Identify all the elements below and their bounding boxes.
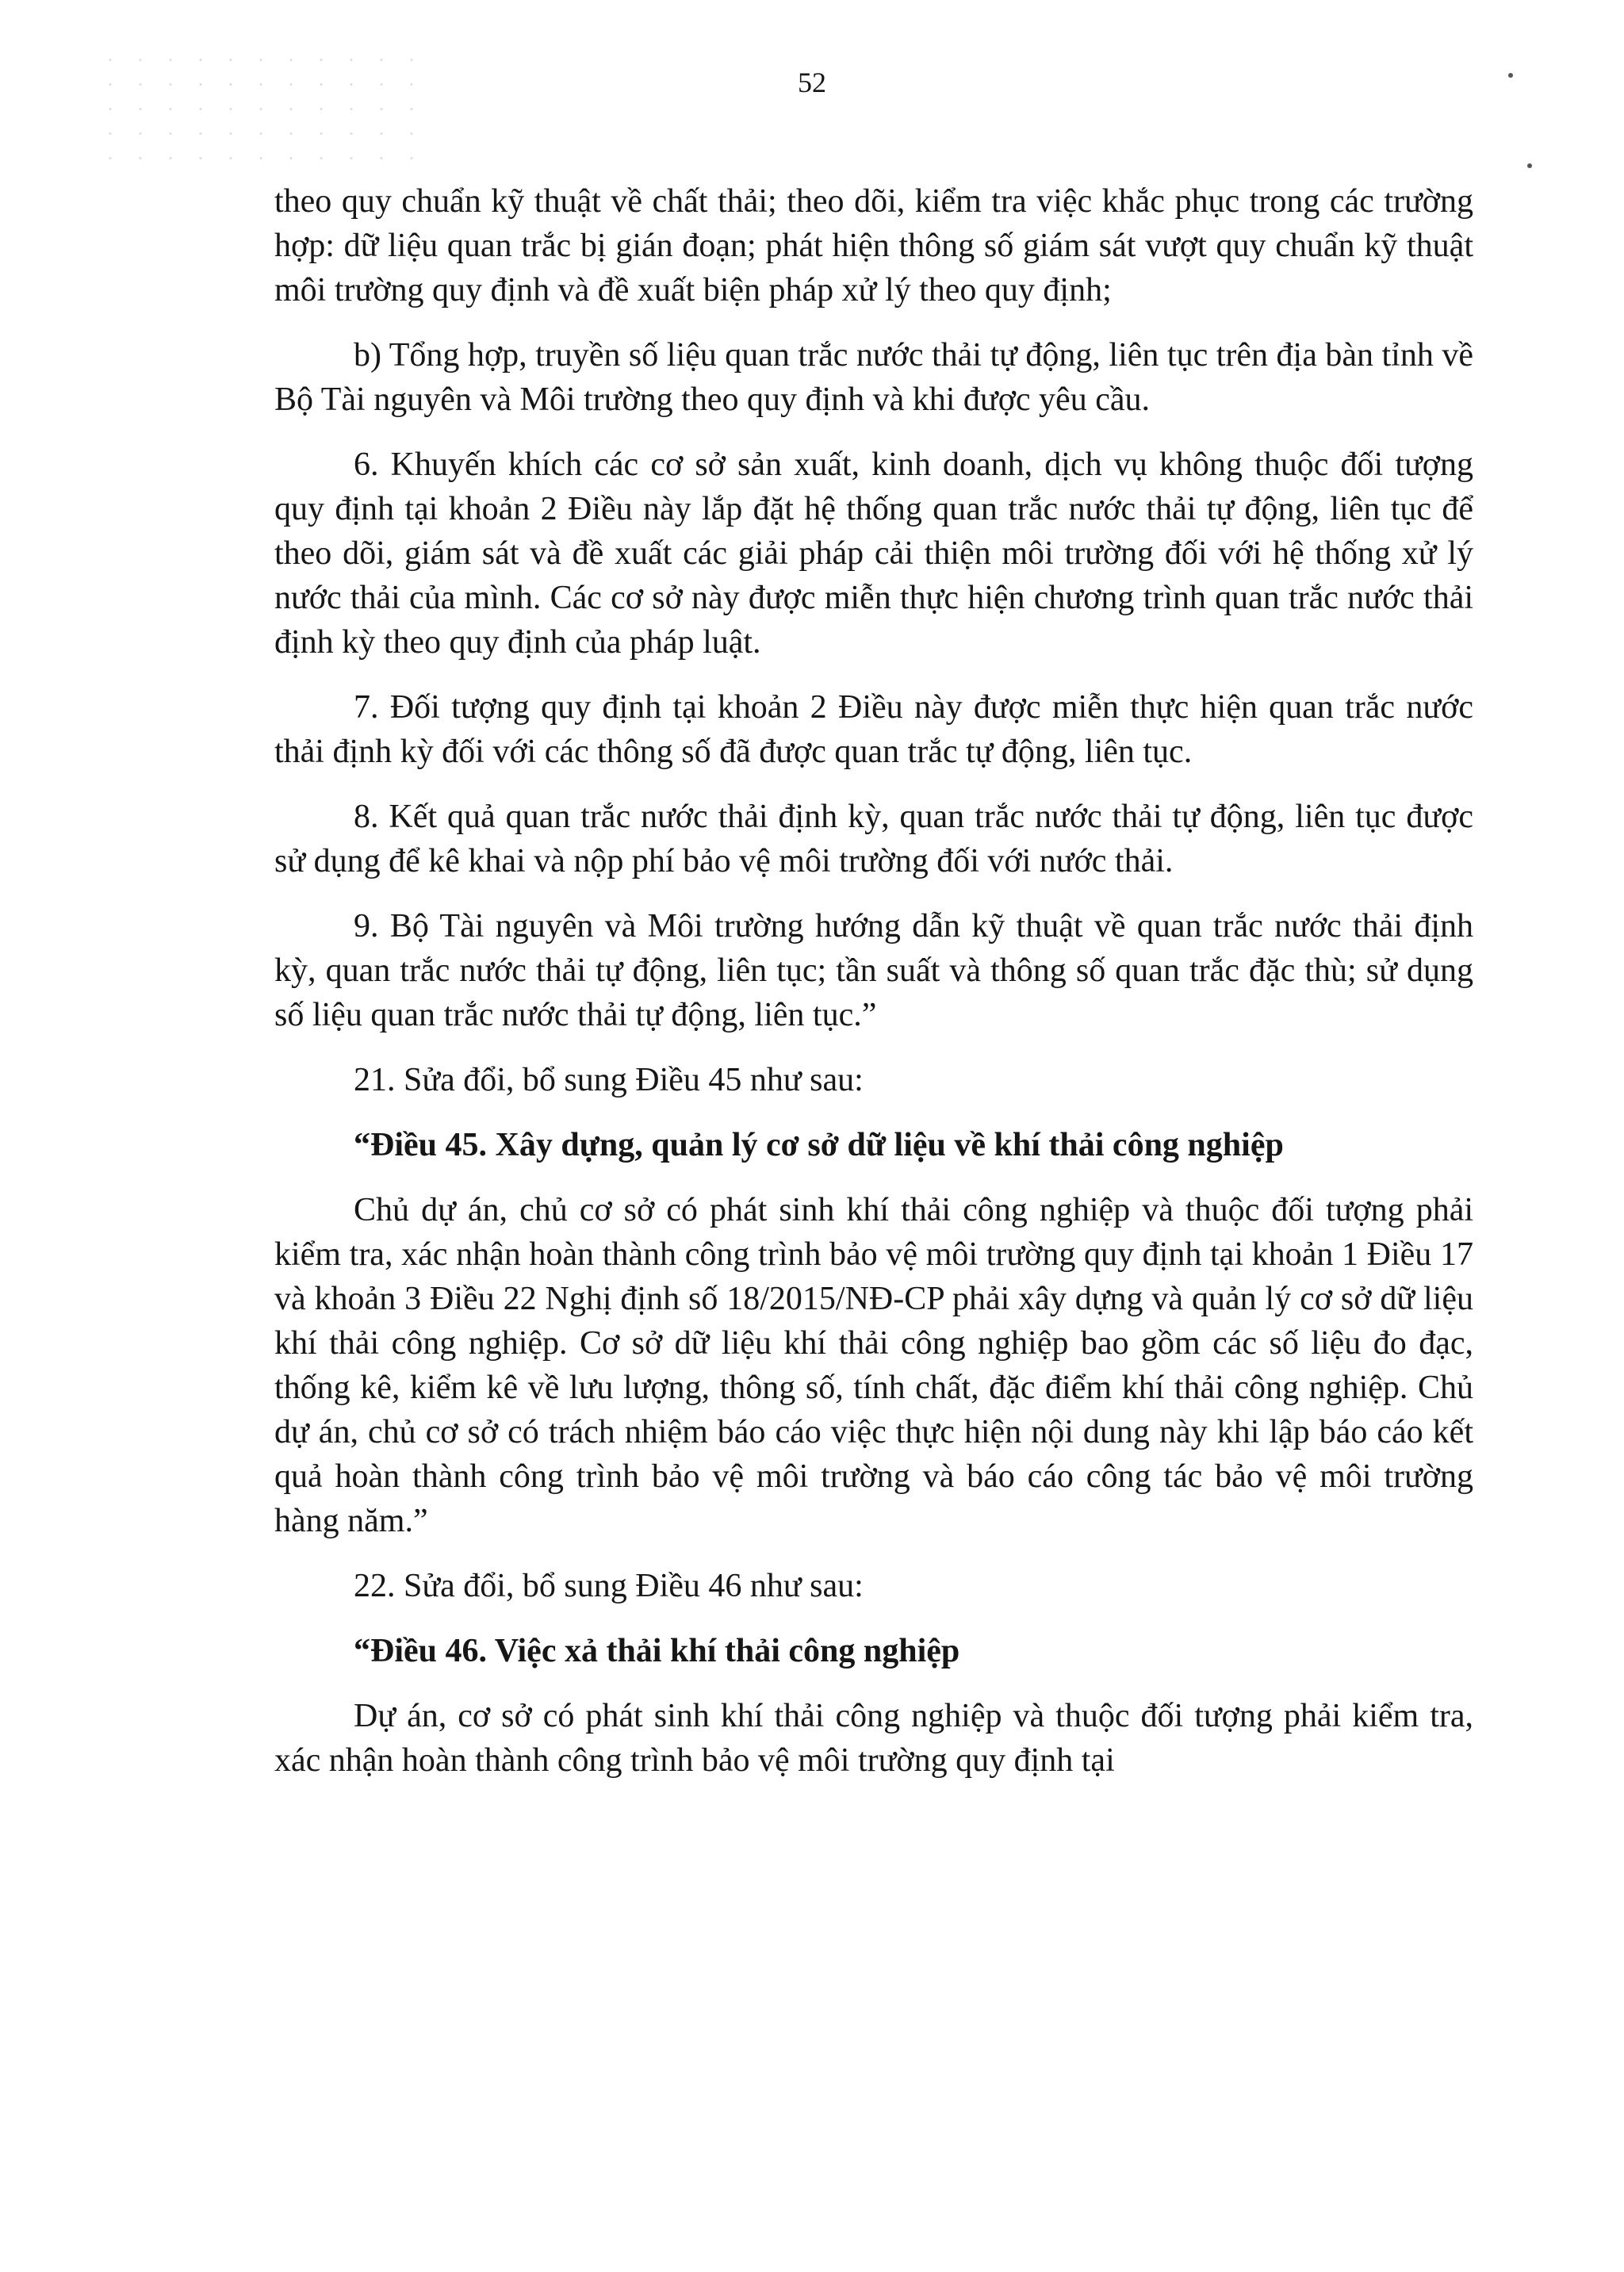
paragraph: 21. Sửa đổi, bổ sung Điều 45 như sau: [354, 1062, 864, 1098]
page-number: 52 [798, 67, 826, 98]
article-heading: “Điều 46. Việc xả thải khí thải công nghiệp [354, 1633, 960, 1669]
paragraph: b) Tổng hợp, truyền số liệu quan trắc nước thải tự động, liên tục trên địa bàn tỉnh về Bộ Tài nguyên và Môi trường theo quy định và khi được yêu cầu. [274, 337, 1473, 418]
paragraph: Dự án, cơ sở có phát sinh khí thải công nghiệp và thuộc đối tượng phải kiểm tra, xác nhận hoàn thành công trình bảo vệ môi trường quy định tại [274, 1698, 1473, 1779]
paragraph: Chủ dự án, chủ cơ sở có phát sinh khí thải công nghiệp và thuộc đối tượng phải kiểm tra, xác nhận hoàn thành công trình bảo vệ môi trường quy định tại khoản 1 Điều 17 và khoản 3 Điều 22 Nghị định số 18/2015/NĐ-CP phải xây dựng và quản lý cơ sở dữ liệu khí thải công nghiệp. Cơ sở dữ liệu khí thải công nghiệp bao gồm các số liệu đo đạc, thống kê, kiểm kê về lưu lượng, thông số, tính chất, đặc điểm khí thải công nghiệp. Chủ dự án, chủ cơ sở có trách nhiệm báo cáo việc thực hiện nội dung này khi lập báo cáo kết quả hoàn thành công trình bảo vệ môi trường và báo cáo công tác bảo vệ môi trường hàng năm.” [274, 1192, 1473, 1539]
article-heading: “Điều 45. Xây dựng, quản lý cơ sở dữ liệu về khí thải công nghiệp [354, 1127, 1284, 1163]
paragraph: 7. Đối tượng quy định tại khoản 2 Điều này được miễn thực hiện quan trắc nước thải định kỳ đối với các thông số đã được quan trắc tự động, liên tục. [274, 689, 1473, 770]
scan-speck [1527, 163, 1532, 168]
paragraph: 9. Bộ Tài nguyên và Môi trường hướng dẫn kỹ thuật về quan trắc nước thải định kỳ, quan trắc nước thải tự động, liên tục; tần suất và thông số quan trắc đặc thù; sử dụng số liệu quan trắc nước thải tự động, liên tục.” [274, 908, 1473, 1033]
paragraph: 6. Khuyến khích các cơ sở sản xuất, kinh doanh, dịch vụ không thuộc đối tượng quy định tại khoản 2 Điều này lắp đặt hệ thống quan trắc nước thải tự động, liên tục để theo dõi, giám sát và đề xuất các giải pháp cải thiện môi trường đối với hệ thống xử lý nước thải của mình. Các cơ sở này được miễn thực hiện chương trình quan trắc nước thải định kỳ theo quy định của pháp luật. [274, 446, 1473, 661]
document-body [274, 179, 1473, 1803]
paragraph: 22. Sửa đổi, bổ sung Điều 46 như sau: [354, 1568, 864, 1604]
paragraph: theo quy chuẩn kỹ thuật về chất thải; theo dõi, kiểm tra việc khắc phục trong các trường hợp: dữ liệu quan trắc bị gián đoạn; phát hiện thông số giám sát vượt quy chuẩn kỹ thuật môi trường quy định và đề xuất biện pháp xử lý theo quy định; [274, 183, 1473, 308]
paragraph: 8. Kết quả quan trắc nước thải định kỳ, quan trắc nước thải tự động, liên tục được sử dụng để kê khai và nộp phí bảo vệ môi trường đối với nước thải. [274, 799, 1473, 879]
